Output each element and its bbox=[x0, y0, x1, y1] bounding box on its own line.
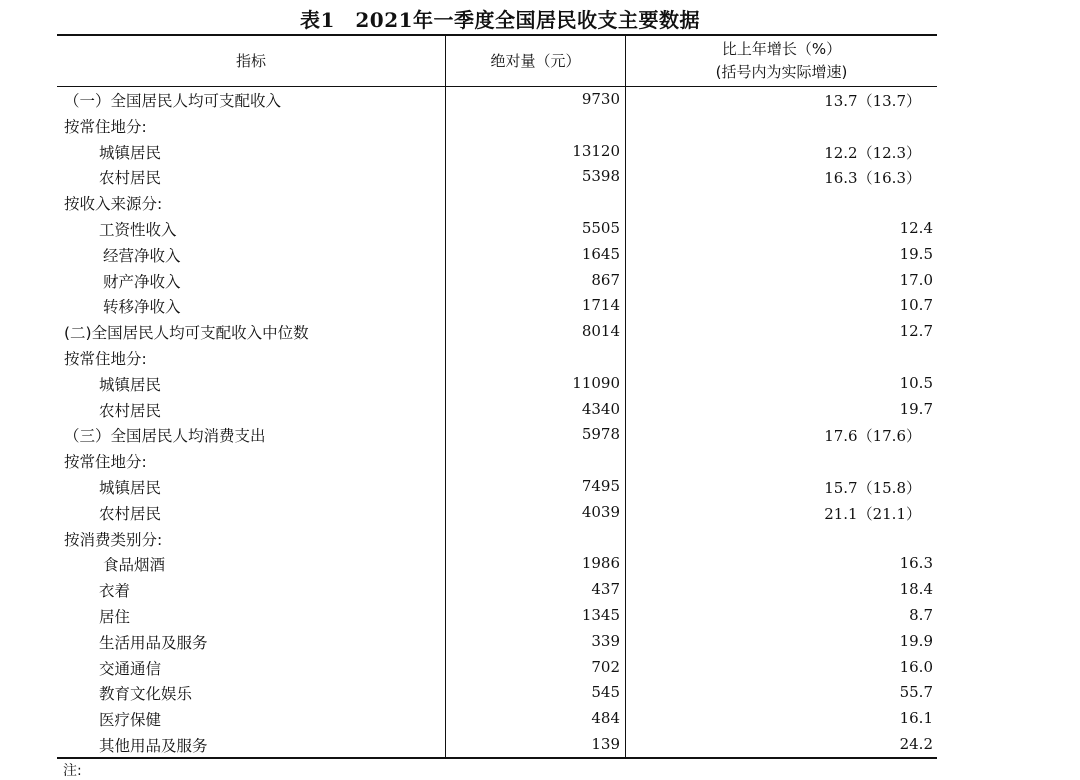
row-absolute-value: 5978 bbox=[581, 425, 620, 444]
row-absolute-value: 4039 bbox=[581, 502, 620, 521]
row-absolute-value: 4340 bbox=[581, 399, 620, 418]
row-label: 生活用品及服务 bbox=[99, 633, 208, 652]
row-label: 工资性收入 bbox=[99, 221, 177, 239]
table-row bbox=[57, 242, 937, 268]
row-label: 按常住地分: bbox=[64, 117, 147, 136]
table-row bbox=[57, 603, 937, 629]
row-absolute-value: 139 bbox=[591, 735, 620, 753]
row-growth-value: 8.7 bbox=[909, 606, 933, 624]
header-growth bbox=[626, 38, 937, 84]
row-growth-value: 15.7（15.8） bbox=[824, 479, 921, 497]
table-row bbox=[57, 164, 937, 190]
table-row bbox=[57, 293, 937, 319]
row-label: 居住 bbox=[99, 608, 131, 626]
table-row bbox=[57, 706, 937, 732]
row-growth-value: 10.7 bbox=[899, 296, 933, 315]
row-label: 衣着 bbox=[99, 582, 131, 601]
row-label: （一）全国居民人均可支配收入 bbox=[64, 92, 282, 110]
row-growth-value: 19.5 bbox=[899, 244, 933, 263]
table-row bbox=[57, 371, 937, 397]
header-growth-line2: (括号内为实际增速) bbox=[715, 63, 848, 81]
row-absolute-value: 8014 bbox=[581, 322, 620, 341]
table-row bbox=[57, 319, 937, 345]
table-row bbox=[57, 551, 937, 577]
table-row bbox=[57, 526, 937, 552]
row-label: 按常住地分: bbox=[64, 350, 147, 368]
row-label: 城镇居民 bbox=[99, 375, 162, 394]
row-growth-value: 16.0 bbox=[899, 657, 933, 676]
table-row bbox=[57, 732, 937, 758]
row-growth-value: 24.2 bbox=[899, 735, 933, 753]
table-row bbox=[57, 500, 937, 526]
row-label: 按收入来源分: bbox=[64, 195, 163, 214]
row-label: 经营净收入 bbox=[103, 246, 181, 265]
table-row bbox=[57, 577, 937, 603]
header-indicator: 指标 bbox=[235, 52, 266, 70]
row-absolute-value: 5398 bbox=[581, 167, 620, 186]
table-row bbox=[57, 113, 937, 139]
row-absolute-value: 1645 bbox=[581, 244, 620, 263]
row-absolute-value: 1714 bbox=[581, 296, 620, 315]
row-growth-value: 16.3（16.3） bbox=[824, 169, 921, 188]
row-absolute-value: 11090 bbox=[572, 373, 620, 392]
row-label: 农村居民 bbox=[99, 401, 162, 420]
table-row bbox=[57, 190, 937, 216]
table-row bbox=[57, 139, 937, 165]
row-absolute-value: 437 bbox=[591, 580, 620, 599]
row-absolute-value: 13120 bbox=[572, 141, 620, 160]
row-absolute-value: 702 bbox=[591, 657, 620, 676]
row-growth-value: 17.0 bbox=[899, 270, 933, 289]
row-absolute-value: 484 bbox=[591, 709, 620, 728]
row-absolute-value: 7495 bbox=[581, 477, 620, 495]
table-row bbox=[57, 655, 937, 681]
row-label: 其他用品及服务 bbox=[99, 737, 208, 755]
row-growth-value: 16.1 bbox=[899, 709, 933, 728]
row-growth-value: 21.1（21.1） bbox=[824, 504, 921, 523]
row-growth-value: 13.7（13.7） bbox=[824, 92, 921, 110]
row-label: 城镇居民 bbox=[99, 479, 162, 497]
row-growth-value: 18.4 bbox=[899, 580, 933, 599]
table-row bbox=[57, 397, 937, 423]
row-label: 转移净收入 bbox=[103, 298, 181, 317]
row-label: 交通通信 bbox=[99, 659, 162, 678]
table-row bbox=[57, 268, 937, 294]
row-growth-value: 12.2（12.3） bbox=[824, 143, 921, 162]
table-title: 表1 2021年一季度全国居民收支主要数据 bbox=[299, 8, 701, 32]
row-growth-value: 19.9 bbox=[899, 631, 933, 650]
row-growth-value: 10.5 bbox=[899, 373, 933, 392]
row-growth-value: 19.7 bbox=[899, 399, 933, 418]
row-absolute-value: 545 bbox=[591, 683, 620, 702]
row-label: 城镇居民 bbox=[99, 143, 162, 162]
row-label: 农村居民 bbox=[99, 169, 162, 188]
table-note: 注: bbox=[63, 763, 82, 779]
row-label: 医疗保健 bbox=[99, 711, 162, 730]
table-row bbox=[57, 680, 937, 706]
table-row bbox=[57, 448, 937, 474]
header-absolute: 绝对量（元） bbox=[490, 52, 581, 70]
row-label: 财产净收入 bbox=[103, 272, 181, 291]
row-label: （三）全国居民人均消费支出 bbox=[64, 427, 266, 446]
row-growth-value: 16.3 bbox=[899, 554, 933, 573]
table-row bbox=[57, 422, 937, 448]
row-growth-value: 12.4 bbox=[899, 219, 933, 237]
row-label: 按消费类别分: bbox=[64, 530, 163, 549]
row-growth-value: 12.7 bbox=[899, 322, 933, 341]
row-label: 教育文化娱乐 bbox=[99, 685, 193, 704]
table-top-rule bbox=[57, 34, 937, 36]
row-label: 食品烟酒 bbox=[103, 556, 166, 575]
header-growth-line1: 比上年增长（%） bbox=[721, 40, 842, 58]
row-absolute-value: 9730 bbox=[581, 90, 620, 108]
row-label: 农村居民 bbox=[99, 504, 162, 523]
row-label: (二)全国居民人均可支配收入中位数 bbox=[64, 324, 309, 343]
row-label: 按常住地分: bbox=[64, 453, 147, 472]
table-row bbox=[57, 216, 937, 242]
table-row bbox=[57, 345, 937, 371]
row-absolute-value: 867 bbox=[591, 270, 620, 289]
row-absolute-value: 339 bbox=[591, 631, 620, 650]
table-row bbox=[57, 629, 937, 655]
table-row bbox=[57, 474, 937, 500]
row-absolute-value: 1345 bbox=[581, 606, 620, 624]
row-absolute-value: 5505 bbox=[581, 219, 620, 237]
row-growth-value: 17.6（17.6） bbox=[824, 427, 921, 446]
table-row bbox=[57, 87, 937, 113]
row-absolute-value: 1986 bbox=[581, 554, 620, 573]
row-growth-value: 55.7 bbox=[899, 683, 933, 702]
